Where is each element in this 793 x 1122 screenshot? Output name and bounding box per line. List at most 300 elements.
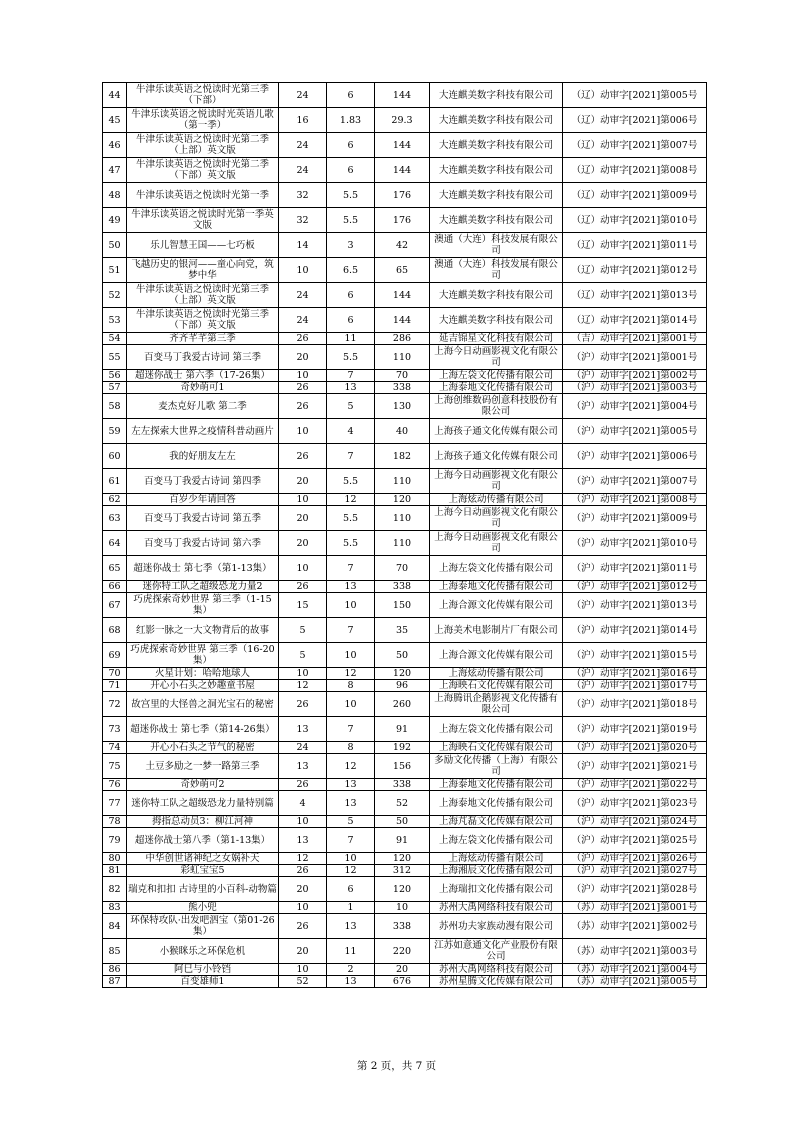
work-title: 超迷你战士 第七季（第1-13集） bbox=[127, 556, 279, 581]
episodes: 10 bbox=[279, 419, 327, 444]
work-title: 中华创世诸神纪之女娲补天 bbox=[127, 853, 279, 865]
minutes-per-episode: 5.5 bbox=[327, 506, 375, 531]
license-number: （沪）动审字[2021]第011号 bbox=[563, 556, 707, 581]
minutes-per-episode: 7 bbox=[327, 370, 375, 382]
episodes: 32 bbox=[279, 208, 327, 233]
total-minutes: 70 bbox=[375, 370, 430, 382]
table-row bbox=[103, 877, 707, 902]
table-row bbox=[103, 83, 707, 108]
work-title: 超迷你战士 第七季（第14-26集） bbox=[127, 717, 279, 742]
total-minutes: 676 bbox=[375, 976, 430, 988]
minutes-per-episode: 7 bbox=[327, 556, 375, 581]
row-number: 80 bbox=[103, 853, 127, 865]
episodes: 10 bbox=[279, 494, 327, 506]
license-number: （沪）动审字[2021]第008号 bbox=[563, 494, 707, 506]
episodes: 4 bbox=[279, 791, 327, 816]
episodes: 26 bbox=[279, 382, 327, 394]
license-number: （沪）动审字[2021]第023号 bbox=[563, 791, 707, 816]
table-row bbox=[103, 183, 707, 208]
total-minutes: 110 bbox=[375, 345, 430, 370]
row-number: 62 bbox=[103, 494, 127, 506]
total-minutes: 312 bbox=[375, 865, 430, 877]
total-minutes: 182 bbox=[375, 444, 430, 469]
producer: 澳通（大连）科技发展有限公司 bbox=[430, 233, 563, 258]
total-minutes: 96 bbox=[375, 680, 430, 692]
row-number: 86 bbox=[103, 964, 127, 976]
table-row bbox=[103, 914, 707, 939]
total-minutes: 176 bbox=[375, 208, 430, 233]
work-title: 迷你特工队之超级恐龙力量特别篇 bbox=[127, 791, 279, 816]
episodes: 10 bbox=[279, 668, 327, 680]
row-number: 55 bbox=[103, 345, 127, 370]
table-row bbox=[103, 382, 707, 394]
table-row bbox=[103, 618, 707, 643]
episodes: 26 bbox=[279, 581, 327, 593]
work-title: 牛津乐读英语之悦读时光第三季（下部）英文版 bbox=[127, 308, 279, 333]
episodes: 20 bbox=[279, 877, 327, 902]
license-number: （沪）动审字[2021]第010号 bbox=[563, 531, 707, 556]
row-number: 83 bbox=[103, 902, 127, 914]
minutes-per-episode: 12 bbox=[327, 668, 375, 680]
work-title: 百变雄师1 bbox=[127, 976, 279, 988]
work-title: 我的好朋友左左 bbox=[127, 444, 279, 469]
license-number: （辽）动审字[2021]第014号 bbox=[563, 308, 707, 333]
producer: 上海左袋文化传播有限公司 bbox=[430, 717, 563, 742]
row-number: 64 bbox=[103, 531, 127, 556]
producer: 上海左袋文化传播有限公司 bbox=[430, 828, 563, 853]
total-minutes: 338 bbox=[375, 779, 430, 791]
table-row bbox=[103, 593, 707, 618]
minutes-per-episode: 5 bbox=[327, 816, 375, 828]
license-number: （辽）动审字[2021]第012号 bbox=[563, 258, 707, 283]
work-title: 奇妙萌可2 bbox=[127, 779, 279, 791]
table-row bbox=[103, 444, 707, 469]
minutes-per-episode: 6 bbox=[327, 133, 375, 158]
producer: 上海映石文化传媒有限公司 bbox=[430, 680, 563, 692]
minutes-per-episode: 7 bbox=[327, 618, 375, 643]
license-number: （辽）动审字[2021]第008号 bbox=[563, 158, 707, 183]
minutes-per-episode: 7 bbox=[327, 828, 375, 853]
episodes: 26 bbox=[279, 333, 327, 345]
minutes-per-episode: 7 bbox=[327, 444, 375, 469]
license-number: （沪）动审字[2021]第017号 bbox=[563, 680, 707, 692]
minutes-per-episode: 8 bbox=[327, 742, 375, 754]
episodes: 26 bbox=[279, 914, 327, 939]
license-number: （沪）动审字[2021]第013号 bbox=[563, 593, 707, 618]
total-minutes: 338 bbox=[375, 581, 430, 593]
minutes-per-episode: 10 bbox=[327, 643, 375, 668]
table-row bbox=[103, 556, 707, 581]
table-row bbox=[103, 791, 707, 816]
row-number: 47 bbox=[103, 158, 127, 183]
producer: 苏州功夫家族动漫有限公司 bbox=[430, 914, 563, 939]
license-number: （苏）动审字[2021]第003号 bbox=[563, 939, 707, 964]
work-title: 百变马丁我爱古诗词 第六季 bbox=[127, 531, 279, 556]
license-number: （沪）动审字[2021]第012号 bbox=[563, 581, 707, 593]
row-number: 73 bbox=[103, 717, 127, 742]
episodes: 10 bbox=[279, 370, 327, 382]
work-title: 瑞克和扣扣 古诗里的小百科-动物篇 bbox=[127, 877, 279, 902]
total-minutes: 29.3 bbox=[375, 108, 430, 133]
table-row bbox=[103, 308, 707, 333]
work-title: 牛津乐读英语之悦读时光英语儿歌（第一季） bbox=[127, 108, 279, 133]
minutes-per-episode: 11 bbox=[327, 333, 375, 345]
table-row bbox=[103, 133, 707, 158]
table-row bbox=[103, 964, 707, 976]
table-row bbox=[103, 754, 707, 779]
license-number: （苏）动审字[2021]第004号 bbox=[563, 964, 707, 976]
table-row bbox=[103, 258, 707, 283]
row-number: 59 bbox=[103, 419, 127, 444]
license-number: （沪）动审字[2021]第003号 bbox=[563, 382, 707, 394]
producer: 苏州大禹网络科技有限公司 bbox=[430, 902, 563, 914]
producer: 大连麒美数字科技有限公司 bbox=[430, 208, 563, 233]
total-minutes: 40 bbox=[375, 419, 430, 444]
minutes-per-episode: 5.5 bbox=[327, 469, 375, 494]
license-number: （沪）动审字[2021]第024号 bbox=[563, 816, 707, 828]
producer: 上海湘辰文化传播有限公司 bbox=[430, 865, 563, 877]
row-number: 66 bbox=[103, 581, 127, 593]
table-row bbox=[103, 394, 707, 419]
producer: 上海炫动传播有限公司 bbox=[430, 668, 563, 680]
minutes-per-episode: 5 bbox=[327, 394, 375, 419]
total-minutes: 10 bbox=[375, 902, 430, 914]
minutes-per-episode: 13 bbox=[327, 976, 375, 988]
total-minutes: 120 bbox=[375, 494, 430, 506]
row-number: 70 bbox=[103, 668, 127, 680]
producer: 上海映石文化传媒有限公司 bbox=[430, 742, 563, 754]
minutes-per-episode: 5.5 bbox=[327, 183, 375, 208]
work-title: 百变马丁我爱古诗词 第四季 bbox=[127, 469, 279, 494]
total-minutes: 91 bbox=[375, 828, 430, 853]
total-minutes: 156 bbox=[375, 754, 430, 779]
total-minutes: 120 bbox=[375, 853, 430, 865]
minutes-per-episode: 2 bbox=[327, 964, 375, 976]
total-minutes: 120 bbox=[375, 668, 430, 680]
row-number: 52 bbox=[103, 283, 127, 308]
work-title: 奇妙萌可1 bbox=[127, 382, 279, 394]
episodes: 10 bbox=[279, 556, 327, 581]
work-title: 彩虹宝宝5 bbox=[127, 865, 279, 877]
minutes-per-episode: 13 bbox=[327, 581, 375, 593]
work-title: 阿巳与小铃铛 bbox=[127, 964, 279, 976]
episodes: 5 bbox=[279, 618, 327, 643]
episodes: 24 bbox=[279, 308, 327, 333]
total-minutes: 35 bbox=[375, 618, 430, 643]
minutes-per-episode: 13 bbox=[327, 791, 375, 816]
total-minutes: 91 bbox=[375, 717, 430, 742]
work-title: 环保特攻队·出发吧泗宝（第01-26集） bbox=[127, 914, 279, 939]
work-title: 巧虎探索奇妙世界 第三季（1-15集） bbox=[127, 593, 279, 618]
minutes-per-episode: 12 bbox=[327, 754, 375, 779]
license-number: （辽）动审字[2021]第010号 bbox=[563, 208, 707, 233]
table-row bbox=[103, 828, 707, 853]
episodes: 10 bbox=[279, 902, 327, 914]
minutes-per-episode: 6.5 bbox=[327, 258, 375, 283]
producer: 大连麒美数字科技有限公司 bbox=[430, 308, 563, 333]
table-row bbox=[103, 816, 707, 828]
minutes-per-episode: 1 bbox=[327, 902, 375, 914]
producer: 上海孩子通文化传媒有限公司 bbox=[430, 444, 563, 469]
row-number: 69 bbox=[103, 643, 127, 668]
row-number: 48 bbox=[103, 183, 127, 208]
episodes: 24 bbox=[279, 742, 327, 754]
episodes: 32 bbox=[279, 183, 327, 208]
episodes: 26 bbox=[279, 692, 327, 717]
table-row bbox=[103, 976, 707, 988]
minutes-per-episode: 10 bbox=[327, 593, 375, 618]
row-number: 68 bbox=[103, 618, 127, 643]
table-row bbox=[103, 494, 707, 506]
minutes-per-episode: 4 bbox=[327, 419, 375, 444]
producer: 大连麒美数字科技有限公司 bbox=[430, 283, 563, 308]
table-row bbox=[103, 370, 707, 382]
row-number: 76 bbox=[103, 779, 127, 791]
license-number: （沪）动审字[2021]第026号 bbox=[563, 853, 707, 865]
row-number: 87 bbox=[103, 976, 127, 988]
table-row bbox=[103, 939, 707, 964]
license-number: （辽）动审字[2021]第013号 bbox=[563, 283, 707, 308]
total-minutes: 338 bbox=[375, 914, 430, 939]
work-title: 故宫里的大怪兽之洞光宝石的秘密 bbox=[127, 692, 279, 717]
work-title: 牛津乐读英语之悦读时光第一季英文版 bbox=[127, 208, 279, 233]
work-title: 百岁少年请回答 bbox=[127, 494, 279, 506]
producer: 上海孩子通文化传媒有限公司 bbox=[430, 419, 563, 444]
work-title: 牛津乐读英语之悦读时光第三季（下部） bbox=[127, 83, 279, 108]
license-number: （沪）动审字[2021]第015号 bbox=[563, 643, 707, 668]
producer: 苏州大禹网络科技有限公司 bbox=[430, 964, 563, 976]
table-row bbox=[103, 680, 707, 692]
producer: 上海泰地文化传播有限公司 bbox=[430, 791, 563, 816]
producer: 上海芃磊文化传媒有限公司 bbox=[430, 816, 563, 828]
table-row bbox=[103, 902, 707, 914]
row-number: 74 bbox=[103, 742, 127, 754]
license-number: （沪）动审字[2021]第007号 bbox=[563, 469, 707, 494]
table-row bbox=[103, 779, 707, 791]
minutes-per-episode: 13 bbox=[327, 382, 375, 394]
license-number: （沪）动审字[2021]第028号 bbox=[563, 877, 707, 902]
license-number: （沪）动审字[2021]第027号 bbox=[563, 865, 707, 877]
row-number: 72 bbox=[103, 692, 127, 717]
table-row bbox=[103, 345, 707, 370]
minutes-per-episode: 8 bbox=[327, 680, 375, 692]
minutes-per-episode: 1.83 bbox=[327, 108, 375, 133]
total-minutes: 130 bbox=[375, 394, 430, 419]
producer: 上海今日动画影视文化有限公司 bbox=[430, 345, 563, 370]
episodes: 13 bbox=[279, 828, 327, 853]
license-number: （沪）动审字[2021]第022号 bbox=[563, 779, 707, 791]
work-title: 开心小石头之节气的秘密 bbox=[127, 742, 279, 754]
row-number: 82 bbox=[103, 877, 127, 902]
minutes-per-episode: 13 bbox=[327, 914, 375, 939]
license-number: （沪）动审字[2021]第014号 bbox=[563, 618, 707, 643]
total-minutes: 110 bbox=[375, 531, 430, 556]
total-minutes: 144 bbox=[375, 133, 430, 158]
total-minutes: 20 bbox=[375, 964, 430, 976]
table-row bbox=[103, 506, 707, 531]
minutes-per-episode: 13 bbox=[327, 779, 375, 791]
episodes: 10 bbox=[279, 258, 327, 283]
episodes: 13 bbox=[279, 754, 327, 779]
minutes-per-episode: 11 bbox=[327, 939, 375, 964]
minutes-per-episode: 10 bbox=[327, 853, 375, 865]
table-row bbox=[103, 717, 707, 742]
episodes: 16 bbox=[279, 108, 327, 133]
work-title: 牛津乐读英语之悦读时光第二季（下部）英文版 bbox=[127, 158, 279, 183]
producer: 上海今日动画影视文化有限公司 bbox=[430, 469, 563, 494]
row-number: 75 bbox=[103, 754, 127, 779]
producer: 上海泰地文化传播有限公司 bbox=[430, 779, 563, 791]
work-title: 迷你特工队之超级恐龙力量2 bbox=[127, 581, 279, 593]
minutes-per-episode: 5.5 bbox=[327, 345, 375, 370]
total-minutes: 110 bbox=[375, 506, 430, 531]
producer: 上海泰地文化传播有限公司 bbox=[430, 382, 563, 394]
producer: 上海创维数码创意科技股份有限公司 bbox=[430, 394, 563, 419]
producer: 上海左袋文化传播有限公司 bbox=[430, 556, 563, 581]
row-number: 65 bbox=[103, 556, 127, 581]
episodes: 24 bbox=[279, 83, 327, 108]
minutes-per-episode: 7 bbox=[327, 717, 375, 742]
work-title: 红影一脉之一大文物背后的故事 bbox=[127, 618, 279, 643]
producer: 上海合源文化传媒有限公司 bbox=[430, 643, 563, 668]
license-number: （沪）动审字[2021]第018号 bbox=[563, 692, 707, 717]
minutes-per-episode: 5.5 bbox=[327, 531, 375, 556]
minutes-per-episode: 10 bbox=[327, 692, 375, 717]
table-row bbox=[103, 692, 707, 717]
total-minutes: 110 bbox=[375, 469, 430, 494]
table-row bbox=[103, 531, 707, 556]
row-number: 84 bbox=[103, 914, 127, 939]
table-row bbox=[103, 742, 707, 754]
row-number: 58 bbox=[103, 394, 127, 419]
total-minutes: 144 bbox=[375, 308, 430, 333]
producer: 上海美术电影制片厂有限公司 bbox=[430, 618, 563, 643]
episodes: 26 bbox=[279, 865, 327, 877]
row-number: 45 bbox=[103, 108, 127, 133]
work-title: 百变马丁我爱古诗词 第五季 bbox=[127, 506, 279, 531]
license-number: （苏）动审字[2021]第005号 bbox=[563, 976, 707, 988]
work-title: 左左探索大世界之疫情科普动画片 bbox=[127, 419, 279, 444]
episodes: 13 bbox=[279, 717, 327, 742]
minutes-per-episode: 6 bbox=[327, 283, 375, 308]
total-minutes: 50 bbox=[375, 643, 430, 668]
license-number: （辽）动审字[2021]第006号 bbox=[563, 108, 707, 133]
table-row bbox=[103, 865, 707, 877]
minutes-per-episode: 12 bbox=[327, 865, 375, 877]
row-number: 49 bbox=[103, 208, 127, 233]
episodes: 24 bbox=[279, 158, 327, 183]
license-number: （沪）动审字[2021]第005号 bbox=[563, 419, 707, 444]
table-row bbox=[103, 283, 707, 308]
work-title: 牛津乐读英语之悦读时光第一季 bbox=[127, 183, 279, 208]
work-title: 百变马丁我爱古诗词 第三季 bbox=[127, 345, 279, 370]
table-row bbox=[103, 469, 707, 494]
total-minutes: 120 bbox=[375, 877, 430, 902]
episodes: 10 bbox=[279, 964, 327, 976]
producer: 大连麒美数字科技有限公司 bbox=[430, 158, 563, 183]
episodes: 24 bbox=[279, 133, 327, 158]
minutes-per-episode: 6 bbox=[327, 308, 375, 333]
row-number: 56 bbox=[103, 370, 127, 382]
license-number: （辽）动审字[2021]第009号 bbox=[563, 183, 707, 208]
row-number: 71 bbox=[103, 680, 127, 692]
producer: 澳通（大连）科技发展有限公司 bbox=[430, 258, 563, 283]
producer: 大连麒美数字科技有限公司 bbox=[430, 108, 563, 133]
license-number: （辽）动审字[2021]第007号 bbox=[563, 133, 707, 158]
producer: 上海腾讯企鹅影视文化传播有限公司 bbox=[430, 692, 563, 717]
license-number: （吉）动审字[2021]第001号 bbox=[563, 333, 707, 345]
minutes-per-episode: 6 bbox=[327, 158, 375, 183]
total-minutes: 192 bbox=[375, 742, 430, 754]
producer: 延吉锦星文化科技有限公司 bbox=[430, 333, 563, 345]
table-row bbox=[103, 333, 707, 345]
work-title: 拇指总动员3：柳江河神 bbox=[127, 816, 279, 828]
license-table bbox=[102, 82, 707, 988]
total-minutes: 220 bbox=[375, 939, 430, 964]
work-title: 巧虎探索奇妙世界 第三季（16-20集） bbox=[127, 643, 279, 668]
producer: 大连麒美数字科技有限公司 bbox=[430, 133, 563, 158]
work-title: 齐齐芊芊第三季 bbox=[127, 333, 279, 345]
row-number: 53 bbox=[103, 308, 127, 333]
row-number: 63 bbox=[103, 506, 127, 531]
work-title: 超迷你战士第八季（第1-13集） bbox=[127, 828, 279, 853]
license-number: （辽）动审字[2021]第011号 bbox=[563, 233, 707, 258]
producer: 上海瑞扣文化传播有限公司 bbox=[430, 877, 563, 902]
row-number: 78 bbox=[103, 816, 127, 828]
work-title: 土豆多励之一梦一路第三季 bbox=[127, 754, 279, 779]
license-number: （沪）动审字[2021]第006号 bbox=[563, 444, 707, 469]
total-minutes: 65 bbox=[375, 258, 430, 283]
row-number: 57 bbox=[103, 382, 127, 394]
minutes-per-episode: 6 bbox=[327, 877, 375, 902]
license-number: （沪）动审字[2021]第001号 bbox=[563, 345, 707, 370]
table-row bbox=[103, 419, 707, 444]
episodes: 26 bbox=[279, 444, 327, 469]
producer: 上海炫动传播有限公司 bbox=[430, 494, 563, 506]
row-number: 85 bbox=[103, 939, 127, 964]
producer: 大连麒美数字科技有限公司 bbox=[430, 183, 563, 208]
total-minutes: 260 bbox=[375, 692, 430, 717]
episodes: 20 bbox=[279, 506, 327, 531]
work-title: 牛津乐读英语之悦读时光第二季（上部）英文版 bbox=[127, 133, 279, 158]
table-row bbox=[103, 643, 707, 668]
episodes: 10 bbox=[279, 816, 327, 828]
work-title: 飞越历史的银河——童心向党，筑梦中华 bbox=[127, 258, 279, 283]
row-number: 79 bbox=[103, 828, 127, 853]
episodes: 12 bbox=[279, 680, 327, 692]
episodes: 26 bbox=[279, 394, 327, 419]
row-number: 77 bbox=[103, 791, 127, 816]
row-number: 46 bbox=[103, 133, 127, 158]
total-minutes: 52 bbox=[375, 791, 430, 816]
license-number: （沪）动审字[2021]第002号 bbox=[563, 370, 707, 382]
total-minutes: 144 bbox=[375, 83, 430, 108]
row-number: 51 bbox=[103, 258, 127, 283]
total-minutes: 70 bbox=[375, 556, 430, 581]
license-number: （沪）动审字[2021]第020号 bbox=[563, 742, 707, 754]
producer: 多励文化传播（上海）有限公司 bbox=[430, 754, 563, 779]
license-number: （沪）动审字[2021]第025号 bbox=[563, 828, 707, 853]
table-row bbox=[103, 668, 707, 680]
work-title: 超迷你战士 第六季（17-26集） bbox=[127, 370, 279, 382]
episodes: 20 bbox=[279, 939, 327, 964]
work-title: 麦杰克好儿歌 第二季 bbox=[127, 394, 279, 419]
work-title: 小猴眯乐之环保危机 bbox=[127, 939, 279, 964]
work-title: 熊小兜 bbox=[127, 902, 279, 914]
producer: 上海左袋文化传播有限公司 bbox=[430, 370, 563, 382]
minutes-per-episode: 12 bbox=[327, 494, 375, 506]
table-row bbox=[103, 108, 707, 133]
